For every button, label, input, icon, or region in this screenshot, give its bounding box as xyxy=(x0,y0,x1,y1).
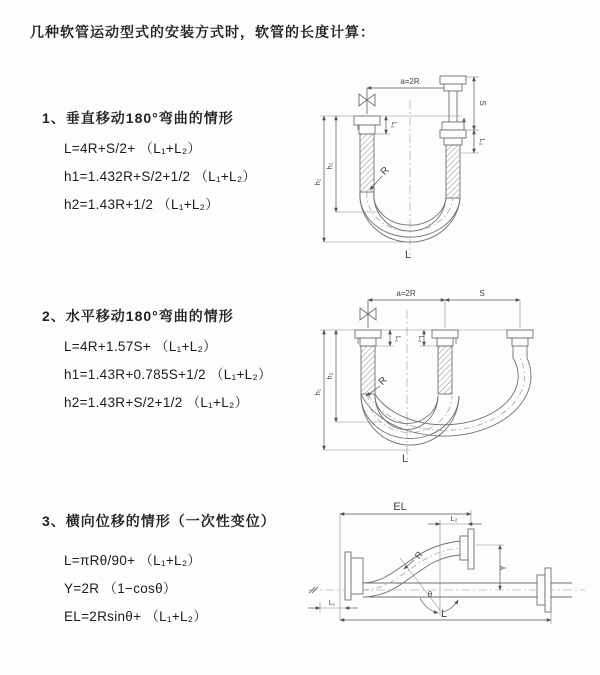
construction-lines xyxy=(340,510,551,624)
dim-y-label: Y xyxy=(498,564,508,572)
dim-h1-label: h₁ xyxy=(313,388,322,396)
dimension-a2r xyxy=(368,289,445,300)
dimension-l1 xyxy=(308,600,358,612)
dim-s-label: S xyxy=(479,289,485,298)
section-2-formula-h2: h2=1.43R+S/2+1/2 （L₁+L₂） xyxy=(64,395,249,410)
dim-h2-label: h₂ xyxy=(325,372,334,380)
section-1-formula-h1: h1=1.432R+S/2+1/2 （L₁+L₂） xyxy=(64,169,257,184)
radius-label: R xyxy=(378,164,392,178)
dimension-el xyxy=(340,501,471,514)
valve-icon xyxy=(360,300,376,328)
dim-l-label: L xyxy=(440,608,448,620)
section-3-formula-L: L=πRθ/90+ （L₁+L₂） xyxy=(64,553,202,568)
section-3-formula-EL: EL=2Rsinθ+ （L₁+L₂） xyxy=(64,609,208,624)
hose-u-bend xyxy=(360,192,460,242)
length-label: L xyxy=(404,249,412,261)
section-2-formula-h1: h1=1.43R+0.785S+1/2 （L₁+L₂） xyxy=(64,367,272,382)
dim-s-label: S xyxy=(478,100,487,106)
dim-l2-label: L₂ xyxy=(417,335,424,343)
right-pipe-fitting xyxy=(440,76,466,198)
left-pipe-fitting xyxy=(355,330,381,394)
section-2-formula-L: L=4R+1.57S+ （L₁+L₂） xyxy=(64,339,217,354)
dimension-l2 xyxy=(428,514,482,524)
dim-l1-label: L₁ xyxy=(328,600,336,607)
section-2-heading: 2、水平移动180°弯曲的情形 xyxy=(42,308,234,324)
radius-label: R xyxy=(412,549,425,561)
middle-pipe-fitting xyxy=(432,330,458,394)
reference-lines xyxy=(320,330,534,344)
diagram-horizontal-180-bend xyxy=(312,282,600,467)
dim-h2-label: h₂ xyxy=(325,162,334,170)
section-1-heading: 1、垂直移动180°弯曲的情形 xyxy=(42,110,234,126)
valve-icon xyxy=(359,88,375,114)
left-flange xyxy=(345,552,363,600)
section-3-formula-Y: Y=2R （1−cosθ） xyxy=(64,581,177,596)
right-pipe-fitting xyxy=(507,330,533,358)
angle-theta-label: θ xyxy=(427,590,433,599)
section-1-formula-L: L=4R+S/2+ （L₁+L₂） xyxy=(64,141,202,156)
radius-label: R xyxy=(376,374,390,388)
dim-a2r-label: a=2R xyxy=(400,77,420,86)
dim-el-label: EL xyxy=(393,501,407,513)
section-1-formula-h2: h2=1.43R+1/2 （L₁+L₂） xyxy=(64,197,220,212)
dim-l1-label: L₁ xyxy=(394,335,401,343)
angle-theta-callout xyxy=(420,590,458,613)
top-flange xyxy=(460,529,474,569)
page-title: 几种软管运动型式的安装方式时，软管的长度计算： xyxy=(30,24,375,40)
length-label: L xyxy=(401,453,409,465)
dimension-s xyxy=(466,77,487,130)
dim-l2-label: L₂ xyxy=(450,514,458,523)
dim-a2r-label: a=2R xyxy=(396,289,416,298)
diagram-vertical-180-bend xyxy=(312,70,597,265)
dim-l1-label: L₁ xyxy=(390,121,397,129)
dim-h1-label: h₁ xyxy=(313,178,322,186)
hose-displaced-position xyxy=(363,541,460,597)
dimension-s xyxy=(445,289,520,328)
dim-l2-label: L₂ xyxy=(478,138,485,146)
dimension-l xyxy=(340,608,551,620)
section-3-heading: 3、横向位移的情形（一次性变位） xyxy=(42,513,276,529)
diagram-lateral-displacement xyxy=(300,498,600,653)
